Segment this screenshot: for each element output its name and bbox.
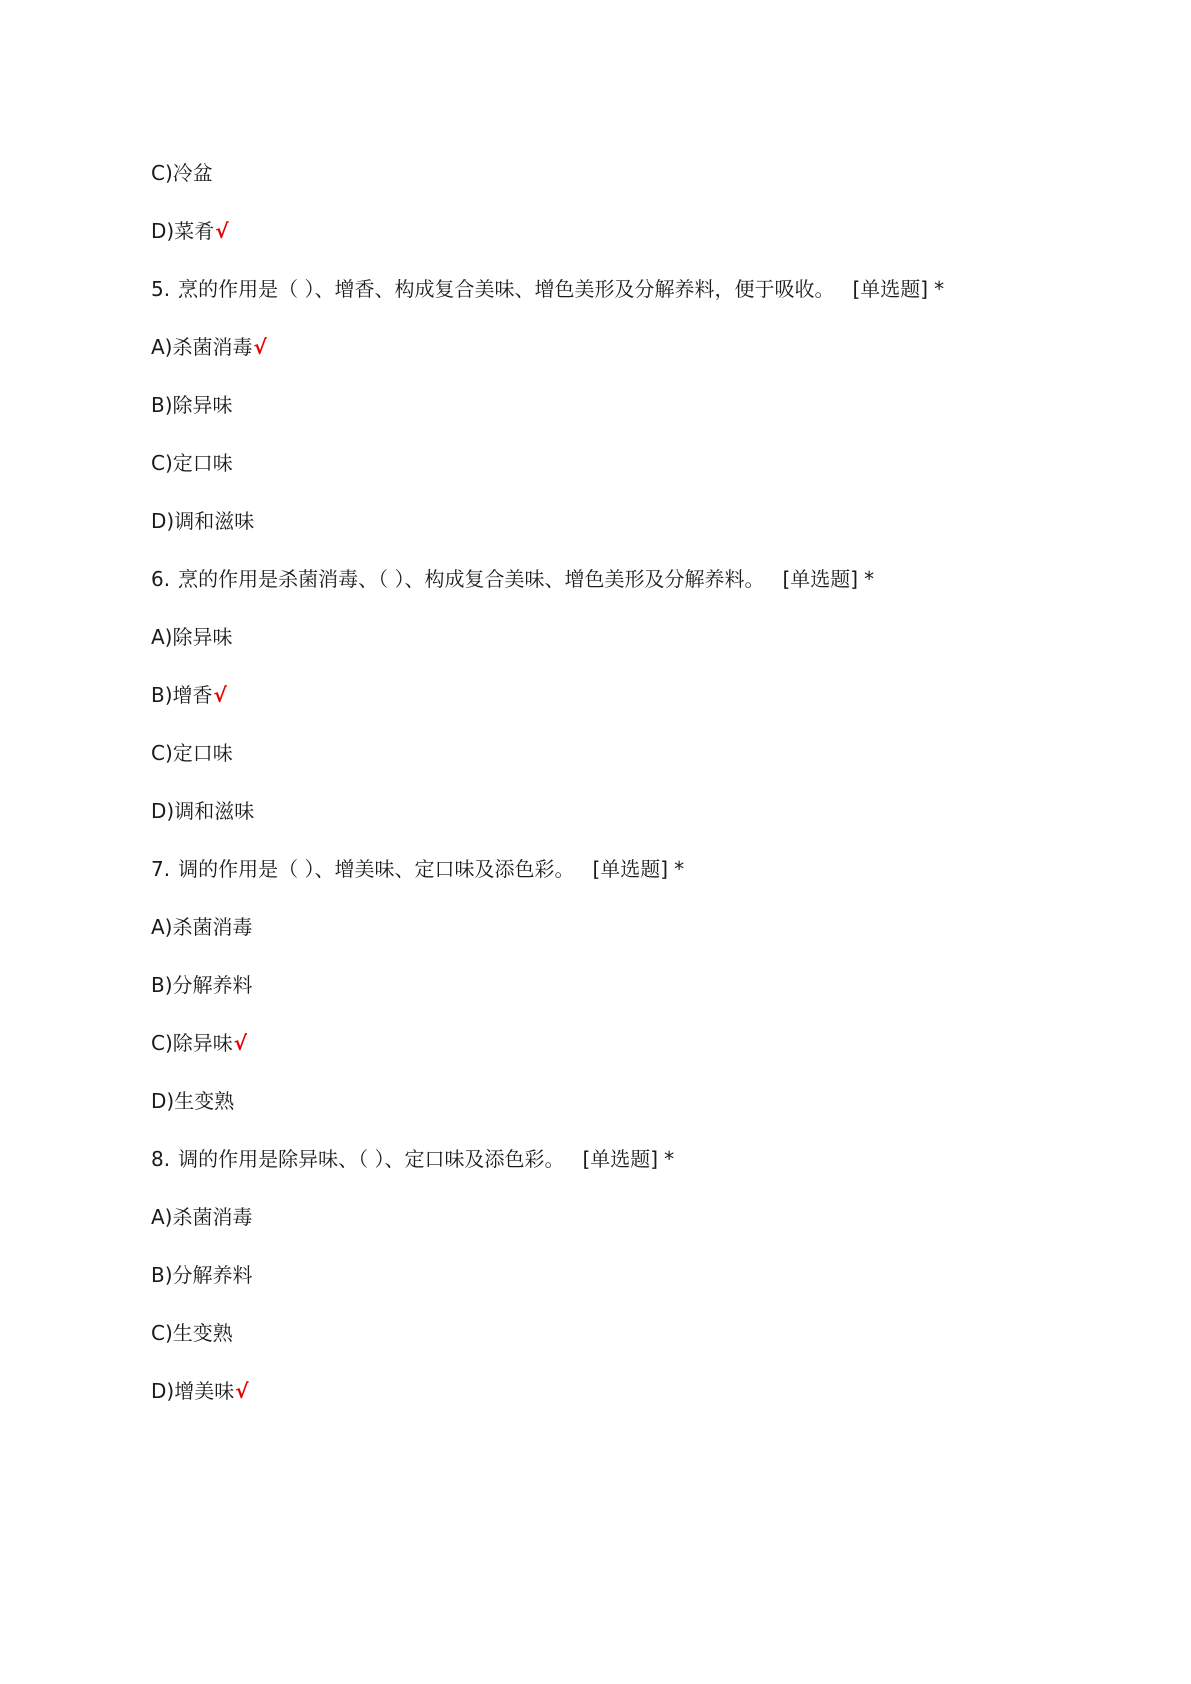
option-text: D)生变熟 <box>151 1089 235 1113</box>
option-line <box>151 333 267 361</box>
option-line <box>151 507 254 535</box>
option-line <box>151 623 232 651</box>
required-marker: * <box>934 277 945 301</box>
question-type: [单选题] <box>592 857 669 881</box>
option-text: C)生变熟 <box>151 1321 233 1345</box>
question-type: [单选题] <box>582 1147 659 1171</box>
option-text: D)菜肴 <box>151 219 215 243</box>
option-line <box>151 971 253 999</box>
correct-check-icon: √ <box>215 219 229 243</box>
option-line <box>151 217 229 245</box>
option-line <box>151 1377 249 1405</box>
question-text: 调的作用是（ ）、增美味、定口味及添色彩。 <box>178 857 575 881</box>
option-line <box>151 739 233 767</box>
option-text: A)杀菌消毒 <box>151 1205 253 1229</box>
option-text: D)增美味 <box>151 1379 235 1403</box>
option-line <box>151 1029 247 1057</box>
option-line <box>151 1203 252 1231</box>
option-line <box>151 797 254 825</box>
question-type: [单选题] <box>782 567 859 591</box>
question-text: 调的作用是除异味、（ ）、定口味及添色彩。 <box>178 1147 565 1171</box>
question-text: 烹的作用是（ ）、增香、构成复合美味、增色美形及分解养料，便于吸收。 <box>178 277 835 301</box>
option-line <box>151 1261 253 1289</box>
required-marker: * <box>674 857 685 881</box>
option-line <box>151 159 213 187</box>
question-number: 6. <box>151 567 171 591</box>
question-number: 7. <box>151 857 171 881</box>
option-line <box>151 449 233 477</box>
option-line <box>151 1319 233 1347</box>
document-page <box>151 0 1131 1684</box>
option-line <box>151 391 233 419</box>
option-text: B)增香 <box>151 683 213 707</box>
option-text: B)分解养料 <box>151 1263 253 1287</box>
option-text: A)杀菌消毒 <box>151 335 253 359</box>
option-text: C)除异味 <box>151 1031 233 1055</box>
question-line-5 <box>151 275 944 303</box>
required-marker: * <box>864 567 875 591</box>
question-line-6 <box>151 565 874 593</box>
question-number: 8. <box>151 1147 171 1171</box>
option-text: C)冷盆 <box>151 161 213 185</box>
option-text: A)杀菌消毒 <box>151 915 253 939</box>
option-line <box>151 681 227 709</box>
required-marker: * <box>664 1147 675 1171</box>
correct-check-icon: √ <box>235 1379 249 1403</box>
question-type: [单选题] <box>852 277 929 301</box>
option-text: D)调和滋味 <box>151 509 255 533</box>
option-text: B)分解养料 <box>151 973 253 997</box>
question-line-7 <box>151 855 684 883</box>
correct-check-icon: √ <box>233 1031 248 1055</box>
option-text: B)除异味 <box>151 393 233 417</box>
correct-check-icon: √ <box>213 683 227 707</box>
question-text: 烹的作用是杀菌消毒、（ ）、构成复合美味、增色美形及分解养料。 <box>178 567 765 591</box>
option-text: D)调和滋味 <box>151 799 255 823</box>
option-text: C)定口味 <box>151 451 233 475</box>
question-line-8 <box>151 1145 674 1173</box>
option-text: A)除异味 <box>151 625 233 649</box>
option-line <box>151 1087 234 1115</box>
option-line <box>151 913 252 941</box>
question-number: 5. <box>151 277 171 301</box>
option-text: C)定口味 <box>151 741 233 765</box>
correct-check-icon: √ <box>253 335 267 359</box>
